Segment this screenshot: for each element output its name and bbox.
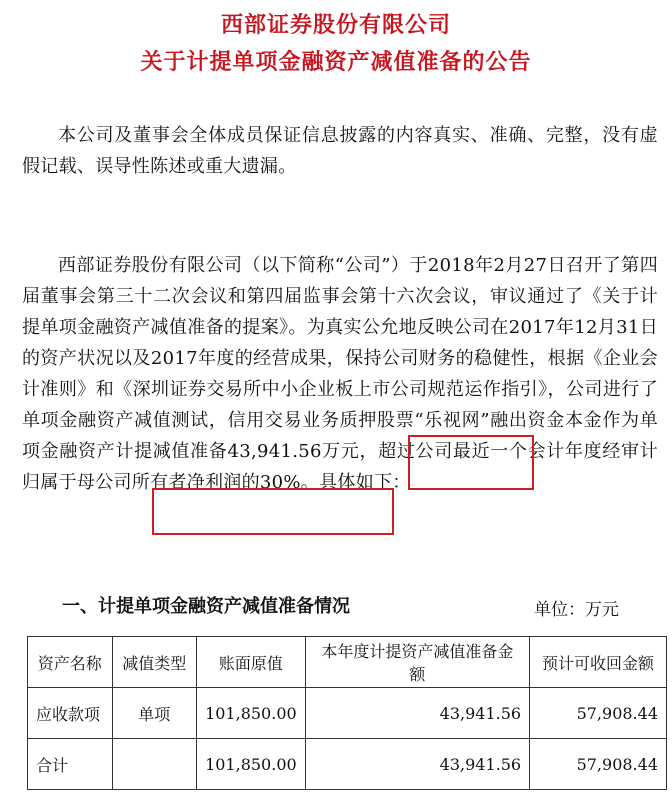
company-name: 西部证券股份有限公司 <box>220 13 451 38</box>
cell-book-value: 101,850.00 <box>197 688 306 739</box>
header-recoverable-amount: 预计可收回金额 <box>530 637 667 688</box>
cell-total-impairment: 43,941.56 <box>305 739 529 790</box>
highlight-box-stock-name <box>408 435 534 490</box>
cell-recoverable-amount: 57,908.44 <box>530 688 667 739</box>
unit-label: 单位：万元 <box>534 600 619 620</box>
section-heading: 一、计提单项金融资产减值准备情况 <box>62 596 350 617</box>
table-row <box>28 688 667 739</box>
table-header-row <box>28 637 667 688</box>
body-paragraph: 西部证券股份有限公司（以下简称“公司”）于2018年2月27日召开了第四届董事会第三十二次会议和第四届监事会第十六次会议，审议通过了《关于计提单项金融资产减值准备的提案》。为真实公允地反映公司在2017年12月31日的资产状况以及2017年度的经营成果，保持公司财务的稳健性，根据《企业会计准则》和《深圳证券交易所中小企业板上市公司规范运作指引》，公司进行了单项金融资产减值测试，信用交易业务质押股票“乐视网”融出资金本金作为单项金融资产计提减值准备43,941.56万元，超过公司最近一个会计年度经审计归属于母公司所有者净利润的30%。具体如下： <box>22 255 658 493</box>
cell-impairment-amount: 43,941.56 <box>305 688 529 739</box>
cell-total-label: 合计 <box>28 739 113 790</box>
cell-total-recoverable: 57,908.44 <box>530 739 667 790</box>
table-row-total <box>28 739 667 790</box>
cell-asset-name: 应收款项 <box>28 688 113 739</box>
header-book-value: 账面原值 <box>197 637 306 688</box>
disclaimer-paragraph: 本公司及董事会全体成员保证信息披露的内容真实、准确、完整，没有虚假记载、误导性陈述或重大遗漏。 <box>22 125 658 177</box>
header-impairment-type: 减值类型 <box>112 637 197 688</box>
impairment-table <box>27 636 667 790</box>
cell-total-book-value: 101,850.00 <box>197 739 306 790</box>
cell-total-type <box>112 739 197 790</box>
header-asset-name: 资产名称 <box>28 637 113 688</box>
announcement-title: 关于计提单项金融资产减值准备的公告 <box>140 50 532 75</box>
header-impairment-amount: 本年度计提资产减值准备金额 <box>305 637 529 688</box>
cell-impairment-type: 单项 <box>112 688 197 739</box>
highlight-box-impairment-amount <box>152 488 394 535</box>
